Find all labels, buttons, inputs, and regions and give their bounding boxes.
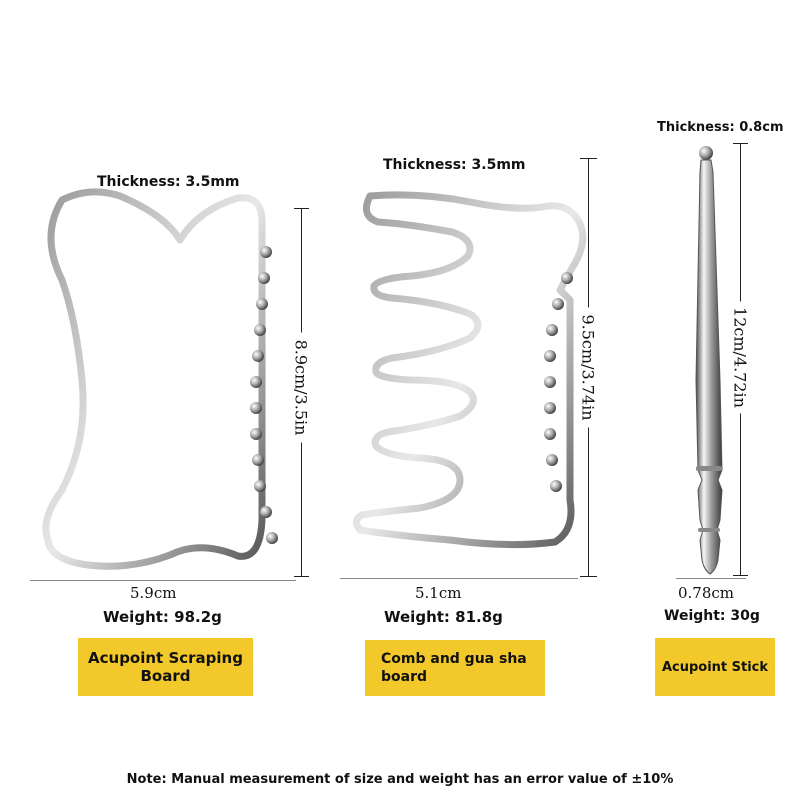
- board-1-name-label: Acupoint Scraping Board: [78, 638, 253, 696]
- board-2-weight: Weight: 81.8g: [384, 608, 503, 626]
- board-2-height: 9.5cm/3.74in: [579, 308, 598, 428]
- stick-height: 12cm/4.72in: [731, 302, 750, 414]
- board-2-width: 5.1cm: [415, 584, 462, 602]
- stick-name-label: Acupoint Stick: [655, 638, 775, 696]
- board-1-weight: Weight: 98.2g: [103, 608, 222, 626]
- stick-weight: Weight: 30g: [664, 608, 760, 624]
- board-1-thickness: Thickness: 3.5mm: [97, 174, 240, 190]
- stick-width-line: [676, 578, 746, 579]
- board-2-thickness: Thickness: 3.5mm: [383, 157, 526, 173]
- dim-tick: [733, 575, 748, 576]
- board-1-height: 8.9cm/3.5in: [292, 333, 311, 443]
- stick-thickness: Thickness: 0.8cm: [657, 120, 784, 135]
- board-2-name-label: Comb and gua sha board: [365, 640, 545, 696]
- dim-tick: [733, 143, 748, 144]
- stick-width: 0.78cm: [678, 584, 735, 602]
- measurement-note: Note: Manual measurement of size and weight has an error value of ±10%: [126, 772, 674, 787]
- board-1-width: 5.9cm: [130, 584, 177, 602]
